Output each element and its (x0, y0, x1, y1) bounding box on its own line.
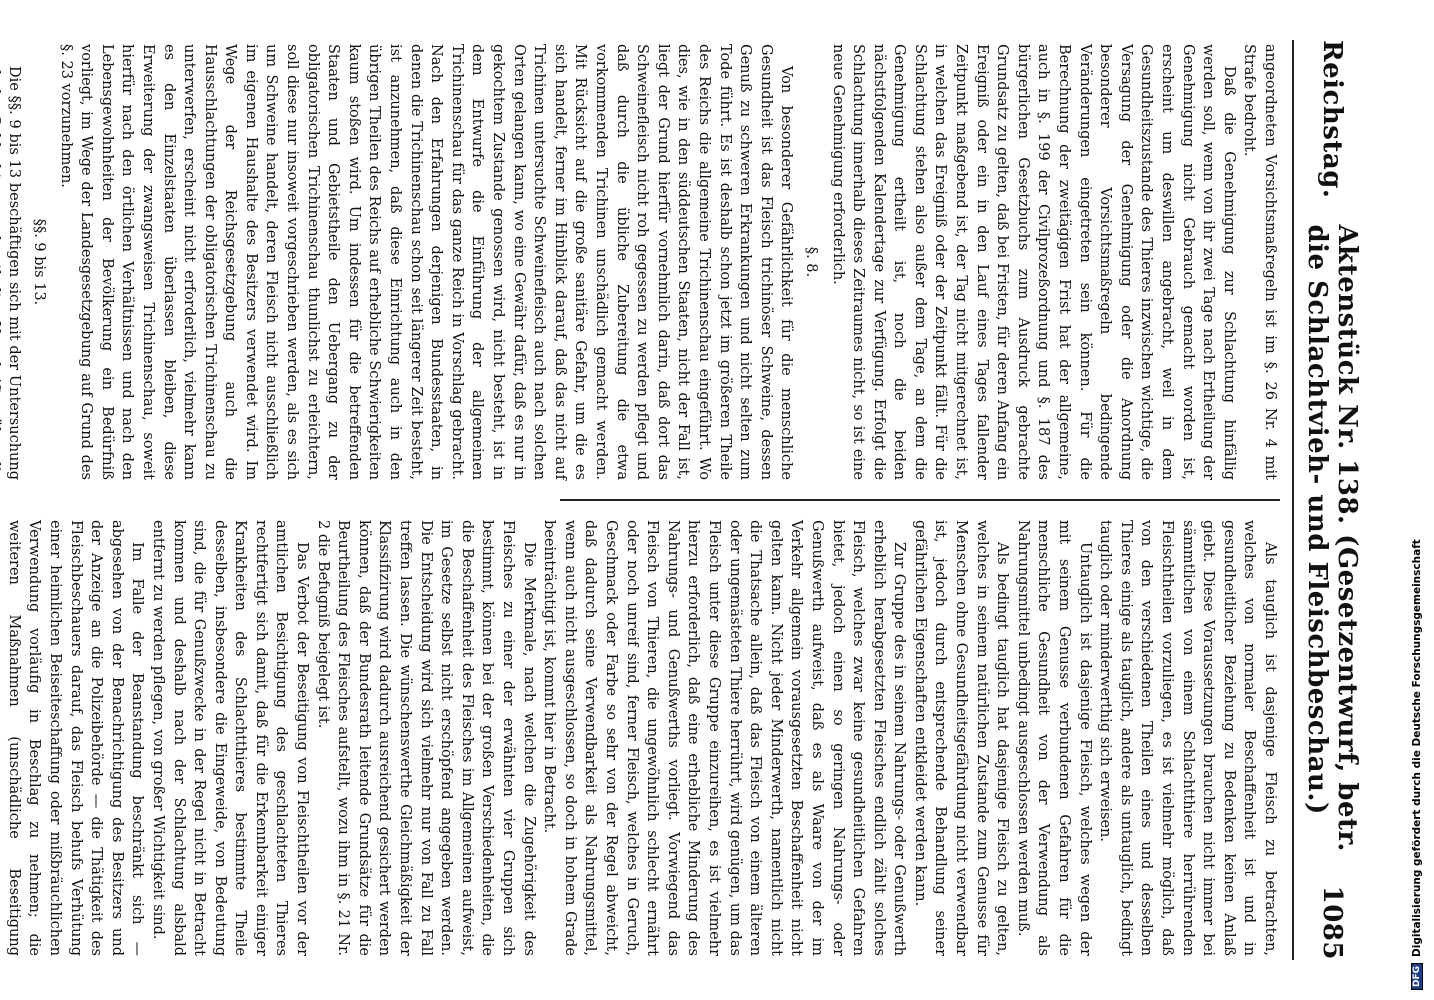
paragraph: Als bedingt tauglich hat dasjenige Fleisch zu gelten, welches in seinem natürlichen Zustande zum Genusse für Menschen ohne Gesundheitsgefährdung nicht verwendbar ist, jedoch durch entsprechende Behandlung seiner gefährlichen Eigenschaften entkleidet werden kann. (911, 520, 1011, 956)
paragraph: angeordneten Vorsichtsmaßregeln ist im §. 26 Nr. 4 mit Strafe bedroht. (1241, 44, 1278, 480)
paragraph: Die Merkmale, nach welchen die Zugehörigkeit des Fleisches zu einer der erwähnten vier Gruppen sich bestimmt, können bei der großen Verschiedenheiten, die die Beschaffenheit des Fleisches im Allgemeinen aufweist, im Gesetze selbst nicht erschöpfend angegeben werden. Die Entscheidung wird sich vielmehr nur von Fall zu Fall treffen lassen. Die wünschenswerthe Gleichmäßigkeit der Klassifizirung wird dadurch ausreichend gesichert werden können, daß der Bundesrath leitende Grundsätze für die Beurtheilung des Fleisches aufstellt, wozu ihm in §. 21 Nr. 2 die Befugniß beigelegt ist. (314, 520, 537, 956)
column-divider (560, 499, 1280, 501)
paragraph: Daß die Genehmigung zur Schlachtung hinfällig werden soll, wenn von ihr zwei Tage nach Ertheilung der Genehmigung nicht Gebrauch gemacht worden ist, erscheint um deswillen angebracht, weil in dem Gesundheitszustande des Thieres inzwischen wichtige, die Versagung der Genehmigung oder die Anordnung besonderer Vorsichtsmaßregeln bedingende Veränderungen eingetreten sein können. Für die Berechnung der zweitägigen Frist hat der allgemeine, auch in §. 199 der Civilprozeßordnung und §. 187 des bürgerlichen Gesetzbuchs zum Ausdruck gebrachte Grundsatz zu gelten, daß bei Fristen, für deren Anfang ein Ereigniß oder ein in den Lauf eines Tages fallender Zeitpunkt maßgebend ist, der Tag nicht mitgerechnet ist, in welchen das Ereigniß oder der Zeitpunkt fällt. Für die Schlachtung stehen also außer dem Tage, an dem die Genehmigung ertheilt ist, noch die beiden nächstfolgenden Kalendertage zur Verfügung. Erfolgt die Schlachtung innerhalb dieses Zeitraumes nicht, so ist eine neue Genehmigung erforderlich. (829, 44, 1237, 480)
header-center-title: Aktenstück Nr. 138. (Gesetzentwurf, betr. die Schlachtvieh- und Fleischbeschau.) (1302, 224, 1362, 852)
paragraph: Im Falle der Beanstandung beschränkt sich — abgesehen von der Benachrichtigung des Besitzers und der Anzeige an die Polizeibehörde — die Thätigkeit des Fleischbeschauers darauf, das Fleisch behufs Verhütung einer heimlichen Beiseiteschaffung oder mißbräuchlichen Verwendung vorläufig in Beschlag zu nehmen; die weiteren Maßnahmen (unschädliche Beseitigung (5, 520, 146, 956)
right-column (0, 520, 1280, 956)
paragraph: Die §§. 9 bis 13 beschäftigen sich mit der Untersuchung (6, 66, 23, 480)
running-header (1302, 40, 1362, 960)
header-rule (1292, 40, 1294, 960)
paragraph: Von besonderer Gefährlichkeit für die menschliche Gesundheit ist das Fleisch trichinöser Schweine, dessen Genuß zu schweren Erkrankungen und nicht selten zum Tode führt. Es ist deshalb schon jetzt im größeren Theile des Reichs die allgemeine Trichinenschau eingeführt. Wo dies, wie in den süddeutschen Staaten, nicht der Fall ist, liegt der Grund hierfür vornehmlich darin, daß dort das Schweinefleisch nicht roh gegessen zu werden pflegt und daß durch die übliche Zubereitung die etwa vorkommenden Trichinen unschädlich gemacht werden. Mit Rücksicht auf die große sanitäre Gefahr, um die es sich handelt, ferner im Hinblick darauf, daß das nicht auf Trichinen untersuchte Schweinefleisch auch nach solchen Orten gelangen kann, wo eine Gewähr dafür, daß es nur in gekochtem Zustande genossen wird, nicht besteht, ist in dem Entwurfe die Einführung der allgemeinen Trichinenschau für das ganze Reich in Vorschlag gebracht. Nach den Erfahrungen derjenigen Bundesstaaten, in denen die Trichinenschau schon seit längerer Zeit besteht, ist anzunehmen, daß diese Einrichtung auch in den übrigen Theilen des Reichs auf erhebliche Schwierigkeiten kaum stoßen wird. Um indessen für die betreffenden Staaten und Gebietstheile den Uebergang zu der obligatorischen Trichinenschau thunlichst zu erleichtern, soll diese nur insoweit vorgeschrieben werden, als es sich um Schweine handelt, deren Fleisch nicht ausschließlich im eigenen Haushalte des Besitzers verwendet wird. Im Wege der Reichsgesetzgebung auch die Hausschlachtungen der obligatorischen Trichinenschau zu unterwerfen, erscheint nicht erforderlich, vielmehr kann es den Einzelstaaten überlassen bleiben, diese Erweiterung der zwangsweisen Trichinenschau, soweit hierfür nach den örtlichen Verhältnissen und nach den Lebensgewohnheiten der Bevölkerung ein Bedürfniß vorliegt, im Wege der Landesgesetzgebung auf Grund des §. 23 vorzunehmen. (57, 44, 795, 480)
footer-credit-text: Digitalisierung gefördert durch die Deutsche Forschungsgemeinschaft (1411, 539, 1423, 957)
header-left-title: Reichstag. (1317, 40, 1347, 199)
digitization-footer (1404, 0, 1434, 1000)
paragraph: Als tauglich ist dasjenige Fleisch zu betrachten, welches von normaler Beschaffenheit ist und in gesundheitlicher Beziehung zu Bedenken keinen Anlaß giebt. Diese Voraussetzungen brauchen nicht immer bei sämmtlichen von einem Schlachtthiere herrührenden Fleischtheilen vorzuliegen, es ist vielmehr möglich, daß von den verschiedenen Theilen eines und desselben Thieres einige als tauglich, andere als untauglich, bedingt tauglich oder minderwerthig sich erweisen. (1097, 520, 1278, 956)
dfg-logo: DFG (1411, 963, 1423, 990)
section-heading: §. 8. (802, 246, 819, 278)
paragraph: Zur Gruppe des in seinem Nahrungs- oder Genußwerth erheblich herabgesetzten Fleisches endlich zählt solches Fleisch, welches zwar keine gesundheitlichen Gefahren bietet, jedoch einen so geringen Nahrungs- oder Genußwerth aufweist, daß es als Waare von der im Verkehr allgemein vorausgesetzten Beschaffenheit nicht gelten kann. Nicht jeder Minderwerth, namentlich nicht die Thatsache allein, daß das Fleisch von einem älteren oder ungemästeten Thiere herrührt, wird genügen, um das Fleisch unter diese Gruppe einzureihen, es ist vielmehr hierzu erforderlich, daß eine erhebliche Minderung des Nahrungs- und Genußwerths vorliegt. Vorwiegend das Fleisch von Thieren, die ungewöhnlich schlecht ernährt oder noch unreif sind, ferner Fleisch, welches in Geruch, Geschmack oder Farbe so sehr von der Regel abweicht, daß dadurch seine Verwendbarkeit als Nahrungsmittel, wenn auch nicht ausgeschlossen, so doch in hohem Grade beeinträchtigt ist, kommt hier in Betracht. (541, 520, 908, 956)
page-number: 1085 (1317, 885, 1347, 960)
left-column (0, 44, 1280, 480)
section-heading: §§. 9 bis 13. (30, 218, 47, 306)
paragraph: Das Verbot der Beseitigung von Fleischtheilen vor der amtlichen Besichtigung des geschlachteten Thieres rechtfertigt sich damit, daß für die Erkennbarkeit einiger Krankheiten des Schlachtthieres bestimmte Theile desselben, insbesondere die Eingeweide, von Bedeutung sind, die für Genußzwecke in der Regel nicht in Betracht kommen und deshalb nach der Schlachtung alsbald entfernt zu werden pflegen, von großer Wichtigkeit sind. (149, 520, 311, 956)
paragraph: Untauglich ist dasjenige Fleisch, welches wegen der mit seinem Genusse verbundenen Gefahren für die menschliche Gesundheit von der Verwendung als Nahrungsmittel unbedingt ausgeschlossen werden muß. (1014, 520, 1093, 956)
